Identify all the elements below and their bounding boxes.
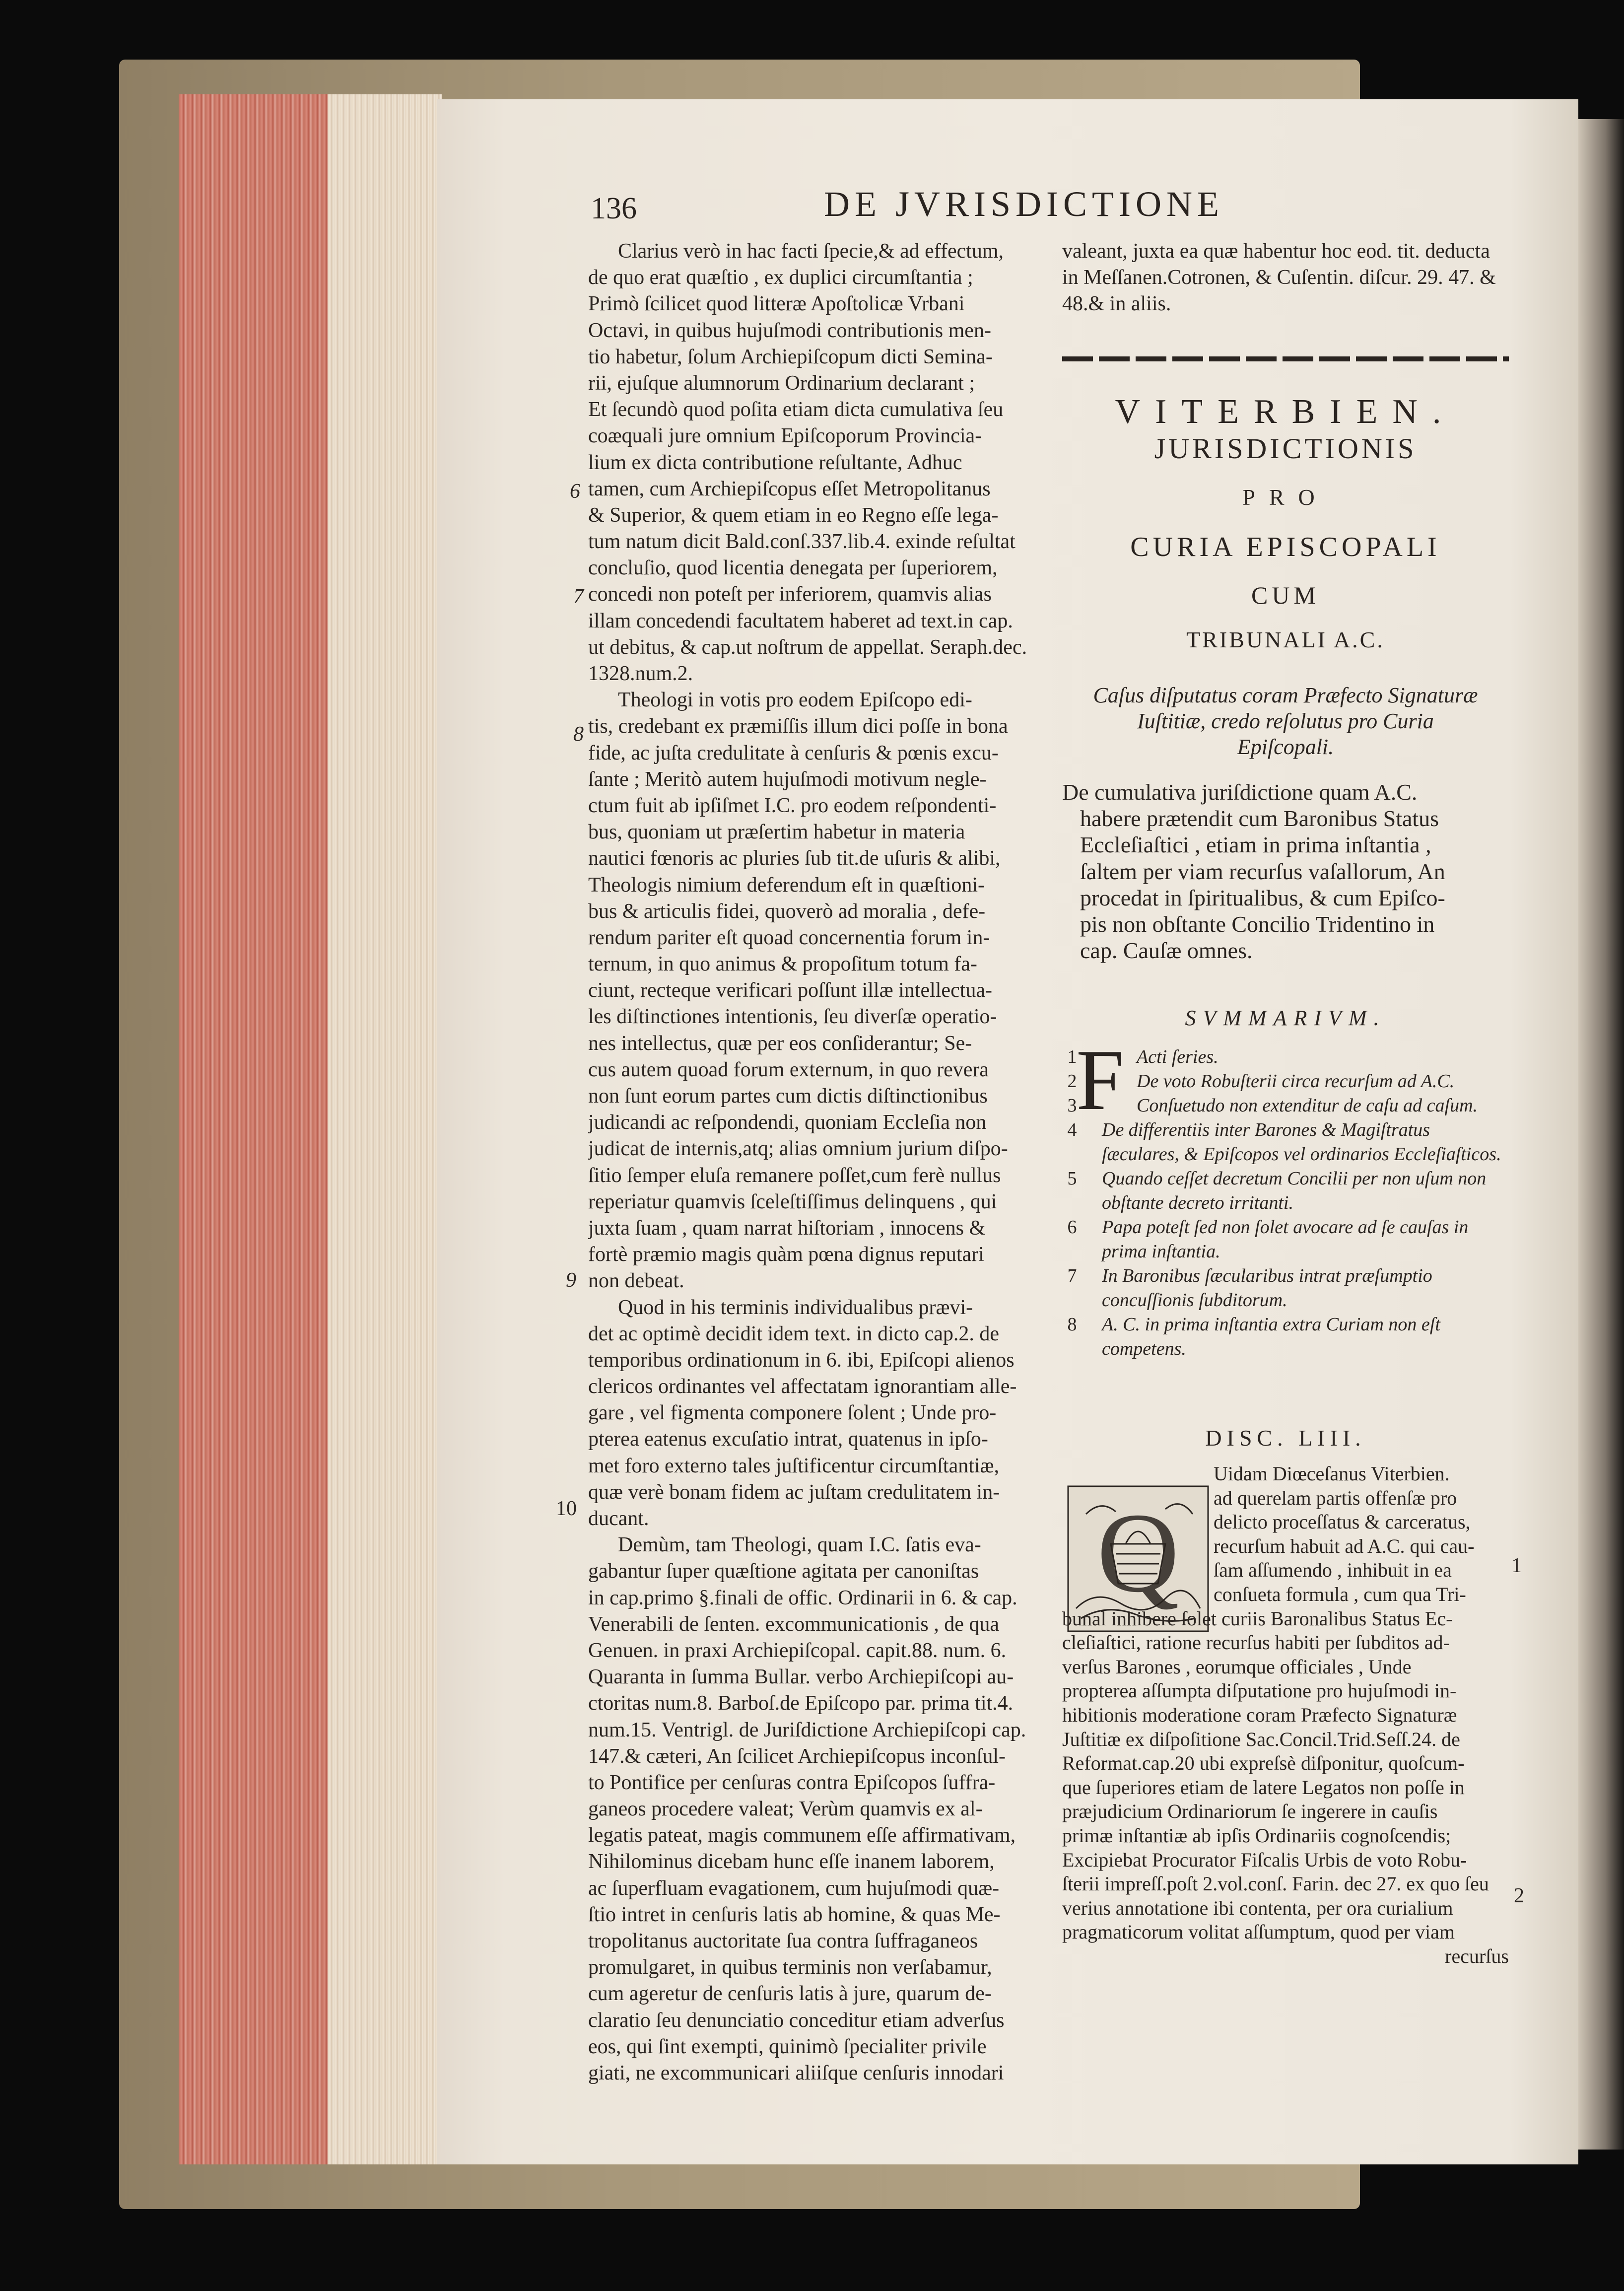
case-subtitle: TRIBUNALI A.C. (1186, 627, 1385, 652)
drop-initial: F (1076, 1032, 1125, 1128)
text-line: nes intellectus, quæ per eos conſiderantur; Se- (588, 1032, 972, 1055)
case-subtitle: CUM (1251, 581, 1320, 609)
text-line: procedat in ſpiritualibus, & cum Epiſco- (1080, 885, 1445, 910)
initial-letter: Q (1096, 1489, 1180, 1616)
casus-line: Epiſcopali. (1237, 735, 1334, 759)
text-line: giati, ne excommunicari aliiſque cenſuris innodari (588, 2061, 1004, 2084)
text-line: ſterii impreſſ.poſt 2.vol.conſ. Farin. dec 27. ex quo ſeu (1062, 1873, 1489, 1895)
summarium-number: 5 (1067, 1168, 1077, 1189)
text-line: Reformat.cap.20 ubi expreſsè diſponitur, quoſcum- (1062, 1752, 1465, 1775)
text-line: gabantur ſuper quæſtione agitata per canoniſtas (588, 1560, 979, 1583)
text-line: bus & articulis fidei, quoverò ad moralia , defe- (588, 900, 986, 923)
text-line: cum ageretur de cenſuris latis à jure, quarum de- (588, 1982, 992, 2006)
text-line: præjudicium Ordinariorum ſe ingerere in cauſis (1062, 1800, 1438, 1823)
text-line: reperiatur quamvis ſceleſtiſſimus delinquens , qui (588, 1190, 997, 1213)
summarium-item (1062, 1167, 1509, 1215)
summarium-text: Quando ceſſet decretum Concilii per non uſum non obſtante decreto irritanti. (1102, 1168, 1487, 1213)
summarium-number: 1 (1067, 1046, 1077, 1067)
text-line: De cumulativa juriſdictione quam A.C. (1062, 779, 1418, 805)
summarium-text: De voto Robuſterii circa recurſum ad A.C. (1137, 1071, 1455, 1092)
text-line: rendum pariter eſt quoad concernentia forum in- (588, 926, 990, 949)
text-line: nautici fœnoris ac pluries ſub tit.de uſuris & alibi, (588, 847, 1001, 870)
text-line: det ac optimè decidit idem text. in dicto cap.2. de (588, 1322, 1000, 1345)
text-line: illam concedendi facultatem haberet ad text.in cap. (588, 609, 1013, 632)
summarium-text: Conſuetudo non extenditur de caſu ad caſum. (1137, 1095, 1478, 1116)
text-line: 147.& cæteri, An ſcilicet Archiepiſcopus inconſul- (588, 1744, 1006, 1768)
text-line: Excipiebat Procurator Fiſcalis Urbis de voto Robu- (1062, 1848, 1467, 1871)
text-line: Octavi, in quibus hujuſmodi contributionis men- (588, 319, 991, 342)
margin-note: 6 (570, 480, 580, 503)
text-line: ac ſuperfluam evagationem, cum hujuſmodi quæ- (588, 1876, 1000, 1900)
summarium-item (1062, 1313, 1509, 1361)
text-line: fortè præmio magis quàm pœna dignus reputari (588, 1243, 984, 1266)
page-number: 136 (591, 192, 637, 225)
text-line: ternum, in quo animus & propoſitum totum fa- (588, 953, 977, 976)
text-line: conſueta formula , cum qua Tri- (1214, 1583, 1466, 1605)
text-line: pis non obſtante Concilio Tridentino in (1080, 911, 1435, 937)
text-line: Quaranta in ſumma Bullar. verbo Archiepiſcopi au- (588, 1666, 1014, 1689)
text-line: pragmaticorum volitat aſſumptum, quod per viam (1062, 1921, 1455, 1944)
text-line: Nihilominus dicebam hunc eſſe inanem laborem, (588, 1850, 995, 1874)
text-line: ſam aſſumendo , inhibuit in ea (1214, 1559, 1452, 1582)
text-line: cap. Cauſæ omnes. (1080, 938, 1253, 964)
margin-note: 9 (566, 1269, 576, 1292)
summarium-list (1062, 1045, 1509, 1361)
summarium-item (1062, 1094, 1509, 1118)
text-line: quæ verè bonam fidem ac juſtam credulitatem in- (588, 1480, 1000, 1504)
facing-page-edge (1578, 119, 1624, 2150)
text-line: ſitio ſemper eluſa remanere poſſet,cum ferè nullus (588, 1164, 1001, 1187)
summarium-item (1062, 1118, 1509, 1167)
summarium-number: 4 (1067, 1119, 1077, 1140)
summarium-text: De differentiis inter Barones & Magiſtratus ſæculares, & Epiſcopos vel ordinarios Eccleſiaſticos. (1102, 1119, 1501, 1165)
discourse-title: DISC. LIII. (1205, 1425, 1366, 1451)
text-line: coæquali jure omnium Epiſcoporum Provincia- (588, 424, 982, 448)
left-column (588, 238, 1045, 2086)
summarium-text: Acti ſeries. (1137, 1046, 1218, 1067)
text-line: promulgaret, in quibus terminis non verſabamur, (588, 1956, 992, 1979)
right-column-continuation (1062, 238, 1509, 318)
text-line: Eccleſiaſtici , etiam in prima inſtantia , (1080, 832, 1431, 858)
summarium-text: In Baronibus ſæcularibus intrat præſumptio concuſſionis ſubditorum. (1102, 1265, 1432, 1311)
text-line: tum natum dicit Bald.conſ.337.lib.4. exinde reſultat (588, 530, 1015, 554)
text-line: verius annotatione ibi contenta, per ora curialium (1062, 1896, 1453, 1919)
text-line: claratio ſeu denunciatio conceditur etiam adverſus (588, 2009, 1005, 2032)
text-line: tio habetur, ſolum Archiepiſcopum dicti Semina- (588, 345, 993, 368)
text-line: ſante ; Meritò autem hujuſmodi motivum negle- (588, 767, 987, 791)
text-line: legatis pateat, magis communem eſſe affirmativam, (588, 1824, 1016, 1847)
text-line: ut debitus, & cap.ut noſtrum de appellat. Seraph.dec. (588, 635, 1027, 659)
text-line: to Pontifice per cenſuras contra Epiſcopos ſuffra- (588, 1771, 996, 1794)
text-line: met foro externo tales juſtificentur circumſtantiæ, (588, 1454, 1000, 1477)
text-line: les diſtinctiones intentionis, ſeu diverſæ operatio- (588, 1005, 997, 1029)
text-line: num.15. Ventrigl. de Juriſdictione Archiepiſcopi cap. (588, 1718, 1026, 1741)
text-line: Theologis nimium deferendum eſt in quæſtioni- (588, 873, 985, 897)
text-line: & Superior, & quem etiam in eo Regno eſſe lega- (588, 503, 999, 527)
text-line: ad querelam partis offenſæ pro (1214, 1486, 1457, 1509)
text-line: Primò ſcilicet quod litteræ Apoſtolicæ Vrbani (588, 292, 965, 316)
text-line: cus autem quoad forum externum, in quo revera (588, 1058, 989, 1081)
text-line: eos, qui ſint exempti, quinimò ſpecialiter privile (588, 2035, 987, 2058)
margin-note: 2 (1514, 1884, 1524, 1907)
case-subtitle: CURIA EPISCOPALI (1130, 532, 1441, 562)
text-line: in cap.primo §.finali de offic. Ordinarii in 6. & cap. (588, 1586, 1017, 1609)
margin-note: 10 (556, 1497, 577, 1520)
text-line: gare , vel figmenta componere ſolent ; Unde pro- (588, 1401, 997, 1425)
text-line: concedi non poteſt per inferiorem, quamvis alias (588, 583, 992, 606)
summarium-title: SVMMARIVM. (1185, 1006, 1386, 1030)
summarium-text: Papa poteſt ſed non ſolet avocare ad ſe cauſas in prima inſtantia. (1102, 1217, 1469, 1262)
case-subtitle: JURISDICTIONIS (1154, 432, 1417, 465)
text-line: verſus Barones , eorumque officiales , Unde (1062, 1655, 1412, 1678)
text-line: ſaltem per viam recurſus vaſallorum, An (1080, 858, 1445, 884)
text-line: ducant. (588, 1507, 649, 1530)
margin-note: 7 (573, 585, 584, 608)
text-line: que ſuperiores etiam de latere Legatos non poſſe in (1062, 1776, 1465, 1799)
question-statement (1062, 778, 1509, 963)
text-line: ctum fuit ab ipſiſmet I.C. pro eodem reſpondenti- (588, 794, 997, 817)
text-line: tamen, cum Archiepiſcopus eſſet Metropolitanus (588, 477, 991, 500)
text-line: tropolitanus auctoritate ſua contra ſuffraganeos (588, 1930, 978, 1952)
text-line: lium ex dicta contributione reſultante, Adhuc (588, 451, 962, 474)
text-line: Juſtitiæ ex diſpoſitione Sac.Concil.Trid.Seſſ.24. de (1062, 1728, 1460, 1750)
summarium-item (1062, 1045, 1509, 1069)
text-line: non ſunt eorum partes cum dictis diſtinctionibus (588, 1085, 988, 1108)
text-line: fide, ac juſta credulitate à cenſuris & pœnis excu- (588, 741, 999, 764)
text-line: hibitionis moderatione coram Præfecto Signaturæ (1062, 1703, 1457, 1726)
text-line: judicat de internis,atq; alias omnium jurium diſpo- (588, 1137, 1008, 1161)
running-head: DE JVRISDICTIONE (824, 184, 1224, 224)
text-line: ctoritas num.8. Barboſ.de Epiſcopo par. prima tit.4. (588, 1692, 1014, 1715)
text-line: concluſio, quod licentia denegata per ſuperiorem, (588, 556, 998, 580)
text-line: Clarius verò in hac facti ſpecie,& ad effectum, (618, 240, 1004, 263)
summarium-number: 7 (1067, 1265, 1077, 1286)
text-line: Et ſecundò quod poſita etiam dicta cumulativa ſeu (588, 398, 1004, 421)
section-rule (1062, 356, 1509, 361)
text-line: Quod in his terminis individualibus prævi- (618, 1296, 973, 1319)
text-line: propterea aſſumpta diſputatione pro hujuſmodi in- (1062, 1679, 1457, 1702)
discourse-text (1062, 1462, 1509, 1968)
text-line: Venerabili de ſenten. excommunicationis , de qua (588, 1612, 1000, 1636)
text-line: 1328.num.2. (588, 662, 693, 685)
summarium-number: 8 (1067, 1314, 1077, 1335)
text-line: Genuen. in praxi Archiepiſcopal. capit.88. num. 6. (588, 1639, 1007, 1662)
casus-line: Iuſtitiæ, credo reſolutus pro Curia (1137, 709, 1434, 733)
margin-note: 8 (573, 723, 584, 746)
text-line: recurſum habuit ad A.C. qui cau- (1214, 1534, 1475, 1557)
text-line: habere prætendit cum Baronibus Status (1080, 806, 1439, 832)
text-line: primæ inſtantiæ ab ipſis Ordinariis cognoſcendis; (1062, 1824, 1451, 1847)
text-line: bunal inhibere ſolet curiis Baronalibus Status Ec- (1062, 1607, 1453, 1630)
summarium-item (1062, 1215, 1509, 1264)
case-subtitle: PRO (1242, 485, 1329, 510)
summarium-number: 6 (1067, 1217, 1077, 1238)
text-line: 48.& in aliis. (1062, 292, 1171, 316)
show-through-ink (208, 804, 447, 1062)
casus-line: Caſus diſputatus coram Præfecto Signaturæ (1093, 683, 1478, 707)
summarium-number: 2 (1067, 1071, 1077, 1092)
text-line: Uidam Diœceſanus Viterbien. (1214, 1462, 1450, 1485)
margin-note: 1 (1511, 1554, 1522, 1577)
text-line: delicto proceſſatus & carceratus, (1214, 1511, 1471, 1533)
text-line: recurſus (1445, 1944, 1509, 1967)
text-line: judicandi ac reſpondendi, quoniam Eccleſia non (588, 1111, 987, 1134)
text-line: clericos ordinantes vel affectatam ignorantiam alle- (588, 1375, 1017, 1398)
text-line: non debeat. (588, 1269, 684, 1293)
text-line: in Meſſanen.Cotronen, & Cuſentin. diſcur. 29. 47. & (1062, 266, 1496, 289)
text-line: tis, credebant ex præmiſſis illum dici poſſe in bona (588, 715, 1008, 738)
text-line: de quo erat quæſtio , ex duplici circumſtantia ; (588, 266, 973, 289)
text-line: valeant, juxta ea quæ habentur hoc eod. tit. deducta (1062, 240, 1490, 263)
summarium-item (1062, 1069, 1509, 1094)
text-line: ganeos procedere valeat; Verùm quamvis ex al- (588, 1798, 983, 1821)
text-line: ſtio intret in cenſuris latis ab homine, & quas Me- (588, 1903, 1001, 1926)
summarium-text: A. C. in prima inſtantia extra Curiam non eſt competens. (1102, 1314, 1440, 1359)
text-line: bus, quoniam ut præſertim habetur in materia (588, 821, 965, 844)
text-line: pterea eatenus excuſatio intrat, quatenus in ipſo- (588, 1428, 988, 1451)
text-line: temporibus ordinationum in 6. ibi, Epiſcopi alienos (588, 1348, 1015, 1372)
summarium-number: 3 (1067, 1095, 1077, 1116)
text-line: rii, ejuſque alumnorum Ordinarium declarant ; (588, 371, 975, 395)
text-line: ciunt, recteque verificari poſſunt illæ intellectua- (588, 979, 993, 1002)
text-line: Theologi in votis pro eodem Epiſcopo edi- (618, 689, 972, 712)
casus-statement (1062, 683, 1509, 760)
text-line: Demùm, tam Theologi, quam I.C. ſatis eva- (618, 1533, 981, 1557)
text-line: juxta ſuam , quam narrat hiſtoriam , innocens & (588, 1216, 986, 1240)
case-title: VITERBIEN. (1115, 393, 1456, 431)
summarium-item (1062, 1264, 1509, 1313)
page-edges (179, 94, 442, 2164)
text-line: cleſiaſtici, ratione recurſus habiti per ſubditos ad- (1062, 1631, 1450, 1654)
